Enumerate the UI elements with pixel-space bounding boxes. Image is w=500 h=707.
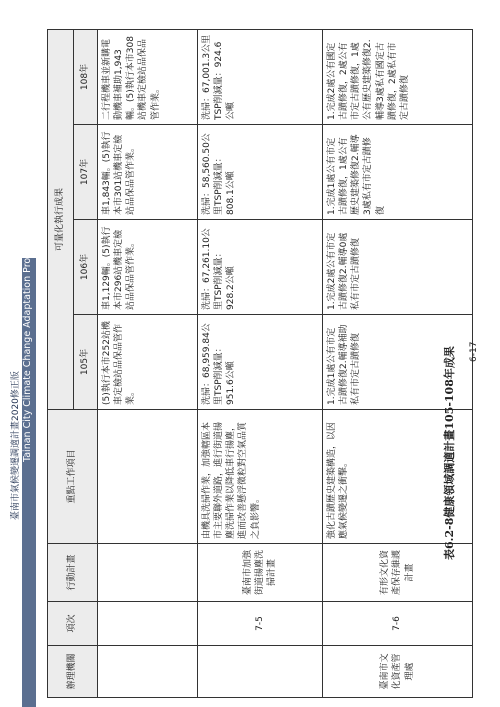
plan-cell: 臺南市加強街道揚塵洗掃計畫 xyxy=(198,544,323,602)
page-number: 6-17 xyxy=(469,341,479,362)
header-year-105: 105年 xyxy=(74,315,98,410)
result-106: 1.完成2處公有市定古蹟修復2.輔導0處私有市定古蹟修復 xyxy=(323,220,473,315)
item-cell xyxy=(98,602,198,646)
result-108: 1.完成2處公有國定古蹟修復，2處公有市定古蹟修復，1處公有歷史建築修復2.輔導3處私有國定古蹟修復，2處私有市定古蹟修復 xyxy=(323,29,473,124)
table-row xyxy=(198,29,323,697)
results-table xyxy=(47,29,473,698)
item-cell: 7-6 xyxy=(323,602,473,646)
table-row xyxy=(98,29,198,697)
result-106: 洗掃：67,261.10公里TSP削減量：928.2公噸 xyxy=(198,220,323,315)
plan-cell xyxy=(98,544,198,602)
header-title-english: Tainan City Climate Change Adaptation Project 2020 xyxy=(22,213,33,462)
key-cell: 強化古蹟歷史建築構造，以因應氣候變遷之衝擊。 xyxy=(323,410,473,544)
result-105: 洗掃：68,959.84公里TSP削減量：951.6公噸 xyxy=(198,315,323,410)
header-title-chinese: 臺南市氣候變遷調適計畫2020修正版 xyxy=(11,371,21,520)
header-plan: 行動計畫 xyxy=(48,544,98,602)
result-107: 洗掃：58,560.50公里TSP削減量：808.1公噸 xyxy=(198,125,323,220)
header-year-107: 107年 xyxy=(74,125,98,220)
result-107: 車1,843輛。(5)執行本市301站機車定檢站品保品管作業。 xyxy=(98,125,198,220)
header-year-106: 106年 xyxy=(74,220,98,315)
header-agency: 辦理機關 xyxy=(48,646,98,698)
result-105: 1.完成1處公有市定古蹟修復2.輔導補助私有市定古蹟修復 xyxy=(323,315,473,410)
result-107: 1.完成1處公有市定古蹟修復，1處公有歷史建築修復2.輔導3處私有市定古蹟修復 xyxy=(323,125,473,220)
item-cell: 7-5 xyxy=(198,602,323,646)
agency-cell: 臺南市文化資產管理處 xyxy=(323,646,473,698)
header-key-work: 重點工作項目 xyxy=(48,410,98,544)
header-item: 項次 xyxy=(48,602,98,646)
table-caption: 表6.2-8健康領域調適計畫105-108年成果 xyxy=(443,346,456,560)
header-year-108: 108年 xyxy=(74,29,98,124)
agency-cell xyxy=(198,646,323,698)
header-quantifiable-results: 可量化執行成果 xyxy=(48,29,74,409)
result-108: 二行程機車並新購電動機車補助1,943輛。(5)執行本市308站機車定檢站品保品管作業。 xyxy=(98,29,198,124)
result-106: 車1,129輛。(5)執行本市296站機車定檢站品保品管作業。 xyxy=(98,220,198,315)
agency-cell xyxy=(98,646,198,698)
results-table-wrapper xyxy=(47,30,472,698)
plan-cell: 有形文化資產保存維護計畫 xyxy=(323,544,473,602)
key-cell xyxy=(98,410,198,544)
result-108: 洗掃：67,001.3公里TSP削減量：924.6公噸 xyxy=(198,29,323,124)
key-cell: 由機具洗掃作業，加強轄區本市主要聯外道路，進行街道揚塵洗掃作業以降低車行揚塵，進而改善懸浮微粒對空氣品質之負影響。 xyxy=(198,410,323,544)
result-105: (5)執行本市252站機車定檢站品保品管作業。 xyxy=(98,315,198,410)
